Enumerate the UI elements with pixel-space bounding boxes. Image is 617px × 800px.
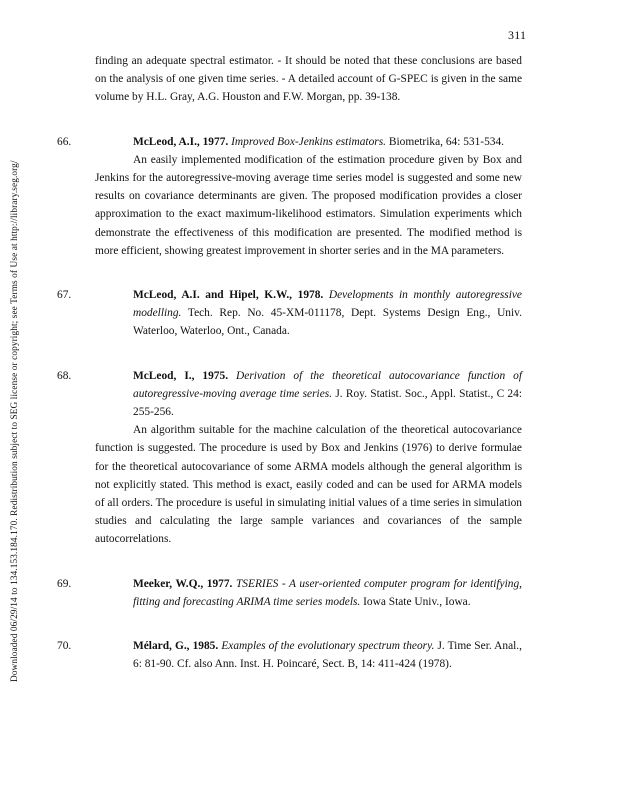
reference-source: Iowa State Univ., Iowa. xyxy=(363,595,471,608)
reference-author: Meeker, W.Q., 1977. xyxy=(133,577,233,590)
reference-source: Biometrika, 64: 531-534. xyxy=(388,135,505,148)
reference-source: J. Time Ser. Anal., 6: 81-90. Cf. also Ann. Inst. H. Poincaré, Sect. B, 14: 411-424 (1978). xyxy=(133,640,522,671)
reference-author: McLeod, I., 1975. xyxy=(133,369,229,382)
download-notice: Downloaded 06/29/14 to 134.153.184.170. Redistribution subject to SEG license or copyright; see Terms of Use at http://library.seg.org/ xyxy=(10,160,20,682)
reference-citation: 70. Mélard, G., 1985. Examples of the evolutionary spectrum theory. J. Time Ser. Anal., 6: 81-90. Cf. also Ann. Inst. H. Poincaré, Sect. B, 14: 411-424 (1978). xyxy=(57,640,522,671)
reference-entry xyxy=(57,367,522,549)
reference-citation: 69. Meeker, W.Q., 1977. TSERIES - A user-oriented computer program for identifying, fitting and forecasting ARIMA time series models. Iowa State Univ., Iowa. xyxy=(57,577,522,608)
reference-title: Derivation of the theoretical autocovariance function of autoregressive-moving average time series. xyxy=(133,369,522,400)
reference-entry xyxy=(57,133,522,260)
reference-author: McLeod, A.I. and Hipel, K.W., 1978. xyxy=(133,289,324,302)
reference-source: J. Roy. Statist. Soc., Appl. Statist., C 24: 255-256. xyxy=(133,387,522,419)
reference-citation: 68. McLeod, I., 1975. Derivation of the theoretical autocovariance function of autoregressive-moving average time series. J. Roy. Statist. Soc., Appl. Statist., C 24: 255-256. xyxy=(57,369,522,419)
page-body xyxy=(57,52,522,699)
reference-title: Examples of the evolutionary spectrum theory. xyxy=(221,640,435,653)
reference-citation: 66. McLeod, A.I., 1977. Improved Box-Jenkins estimators. Biometrika, 64: 531-534. xyxy=(57,135,505,148)
reference-entry xyxy=(57,286,522,341)
reference-source: Tech. Rep. No. 45-XM-011178, Dept. Systems Design Eng., Univ. Waterloo, Waterloo, Ont., Canada. xyxy=(133,307,522,338)
page-number: 311 xyxy=(508,28,527,42)
reference-citation: 67. McLeod, A.I. and Hipel, K.W., 1978. Developments in monthly autoregressive modelling. Tech. Rep. No. 45-XM-011178, Dept. Systems Design Eng., Univ. Waterloo, Waterloo, Ont., Canada. xyxy=(57,289,522,338)
reference-title: TSERIES - A user-oriented computer program for identifying, fitting and forecasting ARIMA time series models. xyxy=(133,577,522,608)
continued-paragraph: finding an adequate spectral estimator. - It should be noted that these conclusions are based on the analysis of one given time series. - A detailed account of G-SPEC is given in the same volume by H.L. Gray, A.G. Houston and F.W. Morgan, pp. 39-138. xyxy=(95,55,522,104)
reference-title: Improved Box-Jenkins estimators. xyxy=(231,135,387,148)
reference-author: Mélard, G., 1985. xyxy=(133,640,219,653)
reference-abstract: An algorithm suitable for the machine calculation of the theoretical autocovariance function is suggested. The procedure is used by Box and Jenkins (1976) to derive formulae for the theoretical autocovariance of some ARMA models although the general algorithm is not explicitly stated. This method is exact, easily coded and can be used for ARMA models of all orders. The procedure is useful in simulating initial values of a time series in simulation studies and calculating the large sample variances and covariances of the sample autocorrelations. xyxy=(95,424,522,546)
reference-author: McLeod, A.I., 1977. xyxy=(133,135,229,148)
reference-title: Developments in monthly autoregressive modelling. xyxy=(133,289,522,320)
reference-entry xyxy=(57,637,522,673)
reference-entry xyxy=(57,575,522,611)
reference-abstract: An easily implemented modification of the estimation procedure given by Box and Jenkins for the autoregressive-moving average time series model is suggested and some new results on covariance determinants are given. The proposed modification provides a closer approximation to the exact maximum-likelihood estimators. Simulation experiments which demonstrate the effectiveness of this modification are presented. The modified method is more efficient, showing greatest improvement in shorter series and in the MA parameters. xyxy=(95,153,522,257)
